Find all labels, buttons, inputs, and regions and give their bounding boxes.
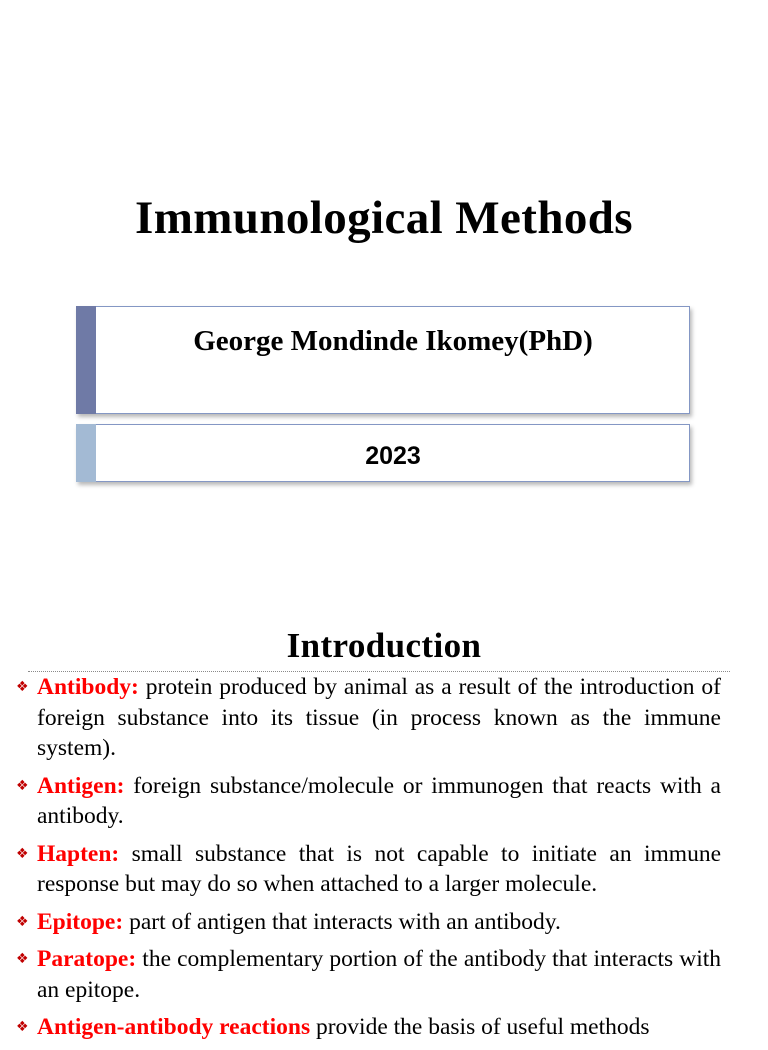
definition-text: provide the basis of useful methods xyxy=(315,1014,650,1040)
year-label: 2023 xyxy=(365,442,421,470)
definition-term: Epitope: xyxy=(37,908,130,935)
definition-term: Antibody: xyxy=(37,674,146,700)
definition-text: small substance that is not capable to initiate an immune response but may do so when attached to a larger molecule. xyxy=(37,840,721,897)
diamond-bullet-icon: ❖ xyxy=(16,777,29,794)
definition-text: protein produced by animal as a result of the introduction of foreign substance into its tissue (in process known as the immune system). xyxy=(37,674,721,761)
year-box-accent-bar xyxy=(76,424,96,482)
definition-list xyxy=(16,672,721,1050)
diamond-bullet-icon: ❖ xyxy=(16,913,29,930)
definition-term: Antigen: xyxy=(37,772,134,799)
introduction-heading: Introduction xyxy=(286,626,482,665)
author-box-accent-bar xyxy=(76,306,96,414)
definition-text: part of antigen that interacts with an antibody. xyxy=(129,908,561,935)
list-item xyxy=(16,839,721,900)
presentation-title: Immunological Methods xyxy=(135,192,633,244)
author-name: George Mondinde Ikomey(PhD) xyxy=(193,325,593,357)
author-box xyxy=(76,306,690,414)
diamond-bullet-icon: ❖ xyxy=(16,951,29,967)
definition-term: Paratope: xyxy=(37,946,143,972)
list-item xyxy=(16,944,721,1005)
list-item xyxy=(16,907,721,938)
definition-term: Hapten: xyxy=(37,840,132,867)
list-item xyxy=(16,771,721,832)
diamond-bullet-icon: ❖ xyxy=(16,679,29,695)
year-box xyxy=(76,424,690,482)
diamond-bullet-icon: ❖ xyxy=(16,845,29,862)
list-item xyxy=(16,1012,721,1043)
definition-text: the complementary portion of the antibody that interacts with an epitope. xyxy=(37,946,721,1003)
list-item xyxy=(16,672,721,764)
definition-term: Antigen-antibody reactions xyxy=(37,1014,316,1040)
definition-text: foreign substance/molecule or immunogen that reacts with a antibody. xyxy=(37,772,721,829)
diamond-bullet-icon: ❖ xyxy=(16,1019,29,1035)
